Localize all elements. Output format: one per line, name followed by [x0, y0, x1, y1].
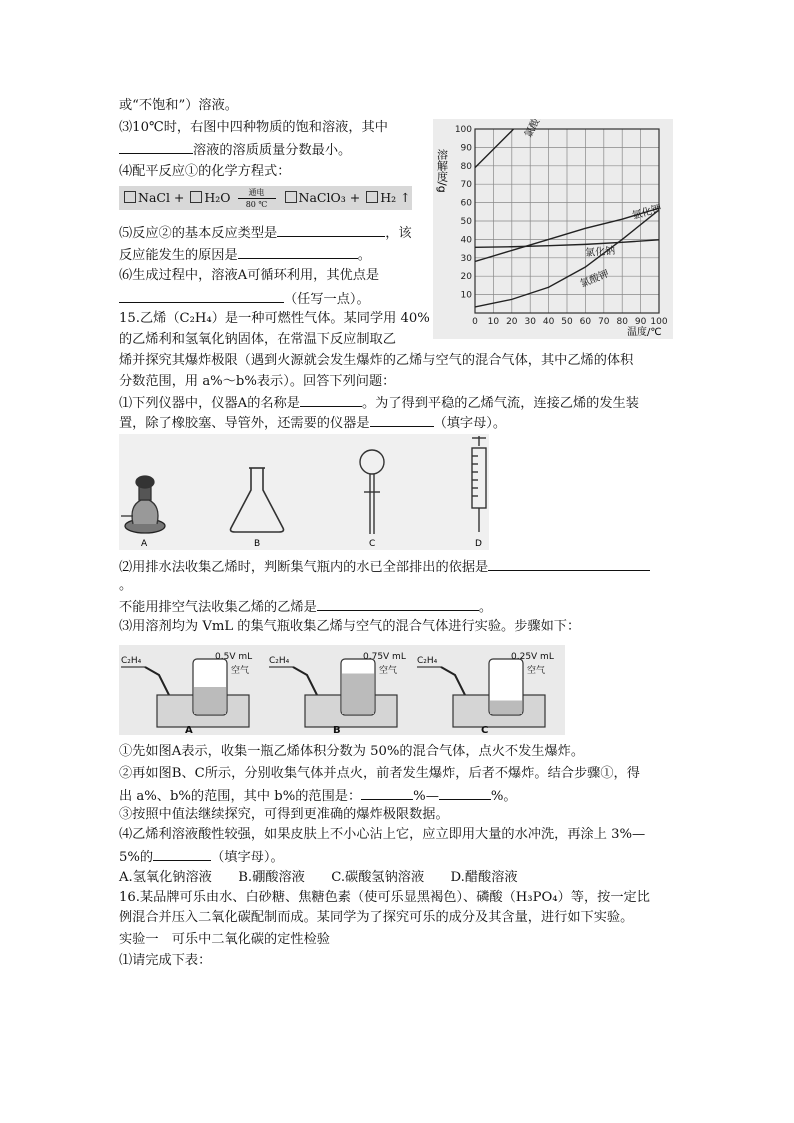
text-line: ①先如图A表示，收集一瓶乙烯体积分数为 50%的混合气体，点火不发生爆炸。: [119, 744, 585, 759]
y-tick-label: 30: [460, 253, 472, 264]
solubility-chart-svg: [433, 119, 673, 339]
air-label: 空气: [527, 666, 546, 676]
text-line: 实验一 可乐中二氧化碳的定性检验: [119, 932, 330, 947]
bottle-water-level: [342, 674, 374, 715]
text-segment: ⑵用排水法收集乙烯时，判断集气瓶内的水已全部排出的依据是: [119, 560, 489, 575]
text-line: 15.乙烯（C₂H₄）是一种可燃性气体。某同学用 40%: [119, 311, 430, 326]
y-tick-label: 40: [460, 235, 472, 246]
y-tick-label: 80: [460, 161, 472, 172]
series-label: 氯酸钠: [523, 119, 547, 140]
apparatus-d: [472, 436, 486, 532]
y-tick-label: 50: [460, 217, 472, 227]
apparatus-label-d: D: [475, 539, 482, 549]
setup-label: B: [333, 725, 341, 735]
answer-blank[interactable]: [488, 557, 650, 571]
text-line: [119, 140, 351, 160]
apparatus-a: [121, 476, 165, 533]
x-axis-label: 温度/℃: [627, 327, 662, 338]
text-line: ②再如图B、C所示，分别收集气体并点火，前者发生爆炸，后者不爆炸。结合步骤①，得: [119, 766, 640, 781]
coefficient-box[interactable]: [190, 191, 202, 203]
gas-collection-svg: [119, 645, 565, 735]
text-line: [119, 289, 370, 309]
x-tick-label: 50: [561, 317, 573, 327]
text-segment: 不能用排空气法收集乙烯的乙烯是: [119, 600, 317, 615]
text-line: 例混合并压入二氧化碳配制而成。某同学为了探究可乐的成分及其含量，进行如下实验。: [119, 910, 634, 925]
condition-top: 通电: [248, 188, 265, 197]
x-tick-label: 10: [487, 317, 500, 327]
collection-setup: [121, 652, 252, 735]
text-line: [119, 119, 388, 137]
text-line: 16.某品牌可乐由水、白砂糖、焦糖色素（使可乐显黑褐色）、磷酸（H₃PO₄）等，按一定比: [119, 890, 650, 905]
gas-label: C₂H₄: [269, 656, 290, 666]
x-tick-label: 90: [634, 317, 647, 327]
answer-blank[interactable]: [370, 413, 434, 427]
air-label: 空气: [231, 666, 250, 676]
text-line: A.氢氧化钠溶液 B.硼酸溶液 C.碳酸氢钠溶液 D.醋酸溶液: [119, 870, 518, 885]
text-line: ⑴请完成下表：: [119, 953, 212, 968]
coefficient-box[interactable]: [285, 191, 297, 203]
text-line: ⑷配平反应①的化学方程式：: [119, 164, 291, 179]
text-segment: 。: [357, 248, 371, 263]
x-tick-label: 60: [579, 317, 592, 327]
chemical-equation: [119, 186, 412, 210]
coefficient-box[interactable]: [366, 191, 378, 203]
series-label: 氯酸钾: [578, 268, 611, 291]
answer-blank[interactable]: [317, 597, 479, 611]
text-segment: ⑸反应②的基本反应类型是: [119, 226, 278, 241]
series-label: 氯化钠: [584, 245, 616, 259]
text-line: [119, 597, 492, 617]
bottle-water-level: [194, 687, 226, 714]
text-line: [119, 413, 506, 433]
equation-term: H₂O: [204, 190, 231, 205]
y-tick-label: 70: [460, 180, 472, 191]
text-line: 或“不饱和”）溶液。: [119, 98, 238, 113]
y-tick-label: 20: [460, 272, 472, 283]
gas-label: C₂H₄: [417, 656, 438, 666]
reaction-condition: [238, 188, 276, 209]
text-line: ③按照中值法继续探究，可得到更准确的爆炸极限数据。: [119, 807, 449, 822]
text-segment: 出 a%、b%的范围，其中 b%的范围是：: [119, 789, 362, 804]
condition-bottom: 80 ℃: [245, 200, 268, 209]
apparatus-label-b: B: [254, 539, 261, 549]
text-line: 分数范围，用 a%～b%表示）。回答下列问题：: [119, 374, 396, 389]
coefficient-box[interactable]: [124, 191, 136, 203]
text-line: [119, 393, 639, 413]
gas-label: C₂H₄: [121, 656, 142, 666]
x-tick-label: 80: [616, 317, 628, 327]
series-label: 氯化钾: [631, 203, 663, 223]
x-tick-label: 0: [472, 317, 478, 327]
text-segment: 置，除了橡胶塞、导管外，还需要的仪器是: [119, 416, 370, 431]
y-tick-label: 90: [460, 143, 472, 154]
answer-blank[interactable]: [119, 289, 284, 303]
text-segment: （填字母）。: [433, 416, 507, 431]
setup-label: C: [481, 725, 489, 735]
apparatus-b: [231, 468, 284, 532]
text-segment: （填字母）。: [211, 850, 284, 865]
apparatus-label-a: A: [141, 539, 148, 549]
volume-label: 0.25V mL: [511, 652, 554, 662]
text-line: [119, 847, 284, 867]
text-segment: ，该: [385, 226, 412, 241]
answer-blank[interactable]: [238, 245, 358, 259]
apparatus-label-c: C: [369, 539, 376, 549]
text-line: 的乙烯利和氢氧化钠固体，在常温下反应制取乙: [119, 332, 396, 347]
y-tick-label: 100: [454, 125, 472, 135]
text-segment: 5%的: [119, 850, 154, 865]
text-segment: 反应能发生的原因是: [119, 248, 238, 263]
setup-label: A: [185, 725, 193, 735]
answer-blank[interactable]: [277, 223, 385, 237]
text-segment: ⑶10℃时，右图中四种物质的饱和溶液，其中: [119, 120, 388, 135]
text-segment: ⑴下列仪器中，仪器A的名称是: [119, 396, 300, 411]
apparatus-svg: [119, 434, 489, 550]
volume-label: 0.75V mL: [363, 652, 406, 662]
x-tick-label: 40: [542, 317, 555, 327]
apparatus-figure: [119, 434, 489, 550]
y-tick-label: 60: [460, 198, 472, 209]
text-segment: 。为了得到平稳的乙烯气流，连接乙烯的发生装: [361, 396, 639, 411]
solubility-chart: [433, 119, 673, 339]
text-line: ⑶用溶剂均为 VmL 的集气瓶收集乙烯与空气的混合气体进行实验。步骤如下：: [119, 619, 581, 634]
text-line: 。: [119, 578, 133, 593]
answer-blank[interactable]: [361, 786, 413, 800]
text-segment: %—: [413, 789, 439, 804]
text-segment: %。: [490, 789, 517, 804]
answer-blank[interactable]: [119, 140, 193, 154]
text-line: [119, 223, 412, 243]
x-tick-label: 20: [506, 317, 518, 327]
air-label: 空气: [379, 666, 398, 676]
y-axis-label: 溶解度/g: [435, 149, 449, 193]
answer-blank[interactable]: [439, 786, 491, 800]
text-line: 烯并探究其爆炸极限（遇到火源就会发生爆炸的乙烯与空气的混合气体，其中乙烯的体积: [119, 353, 634, 368]
text-line: [119, 245, 371, 265]
text-segment: 。: [478, 600, 492, 615]
answer-blank[interactable]: [153, 847, 211, 861]
equation-term: H₂ ↑: [380, 190, 411, 205]
text-line: ⑹生成过程中，溶液A可循环利用，其优点是: [119, 268, 380, 283]
equation-term: NaCl +: [138, 190, 185, 205]
collection-setup: [269, 652, 406, 735]
x-tick-label: 100: [650, 317, 668, 327]
chart-grid: [475, 129, 659, 313]
apparatus-c: [360, 450, 384, 534]
y-tick-label: 10: [460, 290, 472, 301]
equation-term: NaClO₃ +: [298, 190, 361, 205]
collection-setup: [417, 652, 554, 735]
x-tick-label: 70: [598, 317, 610, 327]
answer-blank[interactable]: [300, 393, 362, 407]
text-line: [119, 786, 517, 806]
bottle-water-level: [490, 701, 522, 715]
text-segment: 溶液的溶质质量分数最小。: [193, 143, 352, 158]
text-line: [119, 557, 650, 577]
x-tick-label: 30: [524, 317, 536, 327]
gas-collection-figure: [119, 645, 565, 735]
text-segment: （任写一点）。: [284, 292, 370, 307]
text-line: ⑷乙烯利溶液酸性较强，如果皮肤上不小心沾上它，应立即用大量的水冲洗，再涂上 3%—: [119, 827, 646, 842]
volume-label: 0.5V mL: [215, 652, 253, 662]
